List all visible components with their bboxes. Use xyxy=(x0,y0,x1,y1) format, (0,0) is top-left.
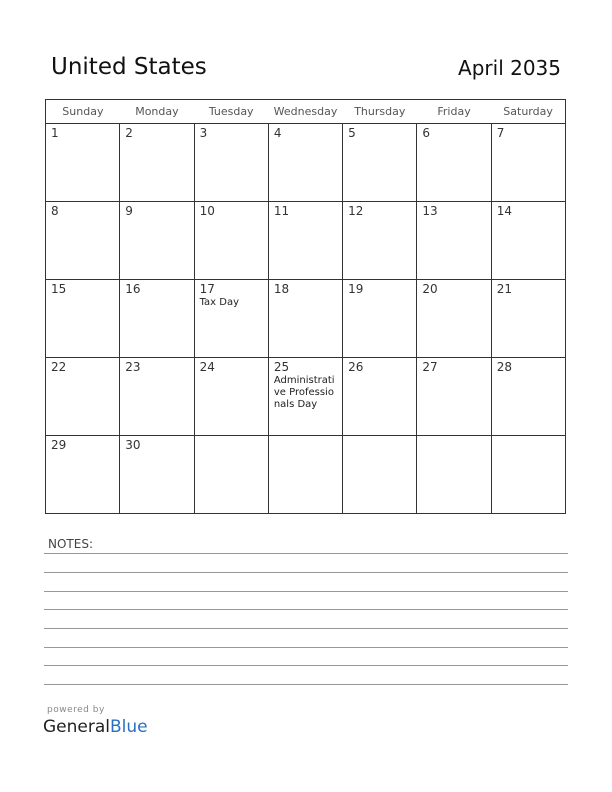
holiday-label: Administrative Professionals Day xyxy=(273,375,335,410)
day-cell xyxy=(417,202,491,280)
day-cell xyxy=(46,358,120,436)
day-cell xyxy=(120,436,194,514)
day-number: 13 xyxy=(422,204,438,218)
note-line xyxy=(44,665,568,666)
day-cell xyxy=(194,436,268,514)
day-number: 21 xyxy=(496,282,512,296)
day-number: 28 xyxy=(496,360,512,374)
day-cell xyxy=(194,358,268,436)
day-cell xyxy=(194,280,268,358)
day-number: 26 xyxy=(348,360,364,374)
day-number: 29 xyxy=(51,438,67,452)
day-cell xyxy=(343,358,417,436)
day-cell xyxy=(268,202,342,280)
week-row xyxy=(46,202,566,280)
day-number: 7 xyxy=(496,126,505,140)
day-cell xyxy=(491,436,565,514)
weekday-header: Tuesday xyxy=(194,100,268,124)
day-cell xyxy=(491,358,565,436)
day-cell xyxy=(491,280,565,358)
day-cell xyxy=(417,124,491,202)
week-row xyxy=(46,358,566,436)
day-cell xyxy=(120,280,194,358)
day-cell xyxy=(268,124,342,202)
note-line xyxy=(44,572,568,573)
day-cell xyxy=(194,202,268,280)
brand-blue: Blue xyxy=(110,717,148,737)
month-title: April 2035 xyxy=(458,56,561,80)
weekday-header: Wednesday xyxy=(268,100,342,124)
country-title: United States xyxy=(51,54,207,80)
day-number: 9 xyxy=(125,204,133,218)
note-line xyxy=(44,553,568,554)
day-cell xyxy=(194,124,268,202)
day-number: 3 xyxy=(199,126,208,140)
day-cell xyxy=(268,358,342,436)
week-row xyxy=(46,124,566,202)
day-cell xyxy=(343,202,417,280)
day-number: 17 xyxy=(199,282,215,296)
note-line xyxy=(44,609,568,610)
day-number: 20 xyxy=(422,282,438,296)
day-cell xyxy=(46,124,120,202)
generalblue-logo xyxy=(43,717,148,737)
day-cell xyxy=(417,280,491,358)
day-cell xyxy=(417,358,491,436)
day-number: 16 xyxy=(125,282,141,296)
day-cell xyxy=(120,202,194,280)
day-number: 10 xyxy=(199,204,215,218)
day-cell xyxy=(120,358,194,436)
day-number: 25 xyxy=(273,360,290,374)
week-row xyxy=(46,436,566,514)
calendar-grid xyxy=(45,99,566,514)
day-cell xyxy=(343,124,417,202)
powered-by-text: powered by xyxy=(47,705,105,715)
day-number: 22 xyxy=(51,360,67,374)
day-cell xyxy=(491,202,565,280)
holiday-label: Tax Day xyxy=(199,297,239,308)
weekday-header: Saturday xyxy=(491,100,565,124)
day-number: 14 xyxy=(496,204,512,218)
note-line xyxy=(44,684,568,685)
weekday-header: Monday xyxy=(120,100,194,124)
day-number: 27 xyxy=(422,360,438,374)
day-number: 19 xyxy=(348,282,364,296)
day-cell xyxy=(417,436,491,514)
day-cell xyxy=(46,202,120,280)
notes-label: NOTES: xyxy=(48,537,93,551)
day-number: 2 xyxy=(125,126,133,140)
day-number: 1 xyxy=(51,126,59,140)
day-number: 6 xyxy=(422,126,431,140)
weekday-header: Friday xyxy=(417,100,491,124)
weekday-header-row xyxy=(46,100,566,124)
day-number: 24 xyxy=(199,360,215,374)
day-cell xyxy=(46,436,120,514)
day-cell xyxy=(343,436,417,514)
brand-general: General xyxy=(43,717,110,737)
day-cell xyxy=(268,280,342,358)
day-number: 15 xyxy=(51,282,67,296)
note-line xyxy=(44,647,568,648)
week-row xyxy=(46,280,566,358)
day-cell xyxy=(46,280,120,358)
day-number: 8 xyxy=(51,204,59,218)
day-cell xyxy=(491,124,565,202)
day-cell xyxy=(343,280,417,358)
day-number: 12 xyxy=(348,204,364,218)
day-cell xyxy=(268,436,342,514)
weekday-header: Sunday xyxy=(46,100,120,124)
day-number: 5 xyxy=(348,126,356,140)
day-number: 11 xyxy=(273,204,290,218)
note-line xyxy=(44,591,568,592)
day-number: 23 xyxy=(125,360,141,374)
day-number: 18 xyxy=(273,282,290,296)
day-number: 30 xyxy=(125,438,141,452)
weekday-header: Thursday xyxy=(343,100,417,124)
note-line xyxy=(44,628,568,629)
day-number: 4 xyxy=(273,126,282,140)
day-cell xyxy=(120,124,194,202)
